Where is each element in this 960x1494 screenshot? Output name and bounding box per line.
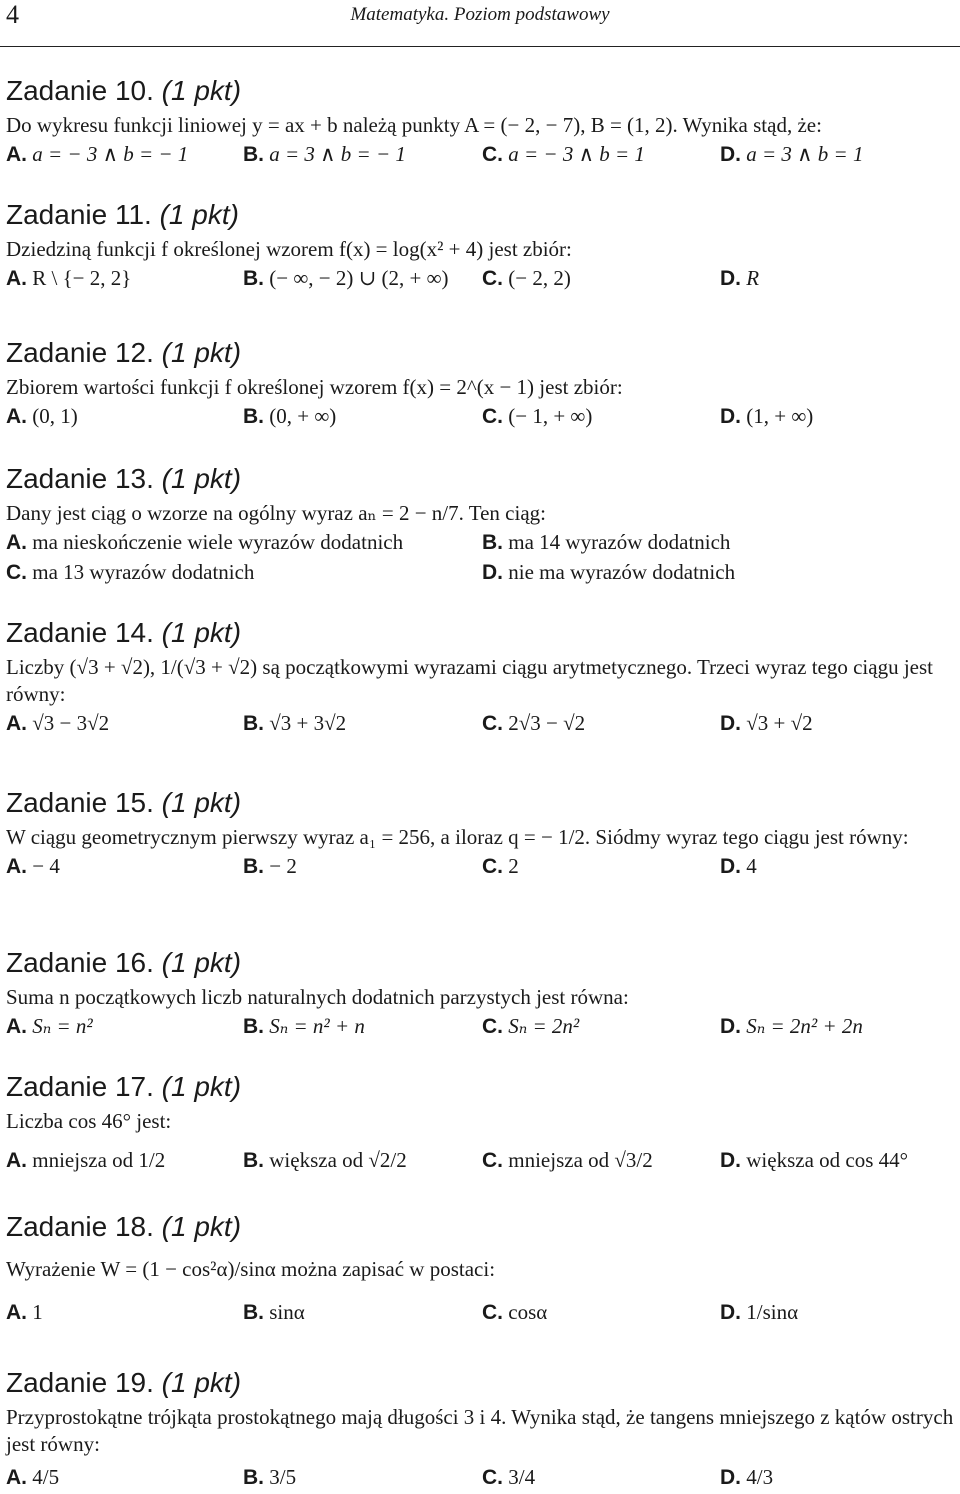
option-b[interactable]: B. sinα — [243, 1300, 305, 1324]
option-c[interactable]: C. ma 13 wyrazów dodatnich — [6, 560, 255, 584]
option-a[interactable]: A. √3 − 3√2 — [6, 711, 110, 735]
option-b[interactable]: B. 3/5 — [243, 1465, 297, 1489]
option-a[interactable]: A. − 4 — [6, 854, 60, 878]
option-b[interactable]: B. większa od √2/2 — [243, 1148, 407, 1172]
task-stem: Liczby (√3 + √2), 1/(√3 + √2) są początkowymi wyrazami ciągu arytmetycznego. Trzeci wyraz tego ciągu jest równy: — [6, 655, 933, 706]
option-b[interactable]: B. (− ∞, − 2) ∪ (2, + ∞) — [243, 266, 449, 290]
task-stem: W ciągu geometrycznym pierwszy wyraz a₁ = 256, a iloraz q = − 1/2. Siódmy wyraz tego ciągu jest równy: — [6, 825, 909, 849]
task-stem: Dany jest ciąg o wzorze na ogólny wyraz aₙ = 2 − n/7. Ten ciąg: — [6, 501, 546, 525]
option-a[interactable]: A. Sₙ = n² — [6, 1014, 93, 1038]
option-d[interactable]: D. 1/sinα — [720, 1300, 799, 1324]
option-d[interactable]: D. 4/3 — [720, 1465, 774, 1489]
option-b[interactable]: B. − 2 — [243, 854, 297, 878]
option-b[interactable]: B. (0, + ∞) — [243, 404, 337, 428]
page-number: 4 — [6, 0, 19, 29]
task-title: Zadanie 12. (1 pkt) — [6, 337, 242, 368]
option-d[interactable]: D. a = 3 ∧ b = 1 — [720, 142, 864, 166]
option-c[interactable]: C. mniejsza od √3/2 — [482, 1148, 653, 1172]
header-divider — [0, 46, 960, 47]
task-title: Zadanie 17. (1 pkt) — [6, 1071, 242, 1102]
option-c[interactable]: C. 3/4 — [482, 1465, 536, 1489]
option-b[interactable]: B. Sₙ = n² + n — [243, 1014, 365, 1038]
task-stem: Zbiorem wartości funkcji f określonej wzorem f(x) = 2^(x − 1) jest zbiór: — [6, 375, 623, 399]
task-title: Zadanie 18. (1 pkt) — [6, 1211, 242, 1242]
option-d[interactable]: D. (1, + ∞) — [720, 404, 814, 428]
task-16 — [6, 946, 956, 1041]
task-title: Zadanie 13. (1 pkt) — [6, 463, 242, 494]
task-19 — [6, 1366, 956, 1492]
task-title: Zadanie 11. (1 pkt) — [6, 199, 239, 230]
option-c[interactable]: C. cosα — [482, 1300, 548, 1324]
running-title: Matematyka. Poziom podstawowy — [350, 4, 610, 25]
task-12 — [6, 336, 956, 431]
task-11 — [6, 198, 956, 293]
task-10 — [6, 74, 956, 169]
option-a[interactable]: A. 1 — [6, 1300, 43, 1324]
option-d[interactable]: D. √3 + √2 — [720, 711, 813, 735]
option-a[interactable]: A. ma nieskończenie wiele wyrazów dodatnich — [6, 530, 404, 554]
task-title: Zadanie 15. (1 pkt) — [6, 787, 242, 818]
task-stem: Dziedziną funkcji f określonej wzorem f(x) = log(x² + 4) jest zbiór: — [6, 237, 572, 261]
task-14 — [6, 616, 956, 738]
option-a[interactable]: A. 4/5 — [6, 1465, 60, 1489]
task-18 — [6, 1210, 956, 1327]
option-b[interactable]: B. √3 + 3√2 — [243, 711, 347, 735]
option-b[interactable]: B. ma 14 wyrazów dodatnich — [482, 530, 731, 554]
task-stem: Do wykresu funkcji liniowej y = ax + b należą punkty A = (− 2, − 7), B = (1, 2). Wynika stąd, że: — [6, 113, 822, 137]
task-15 — [6, 786, 956, 881]
option-a[interactable]: A. (0, 1) — [6, 404, 78, 428]
option-c[interactable]: C. 2√3 − √2 — [482, 711, 586, 735]
task-title: Zadanie 16. (1 pkt) — [6, 947, 242, 978]
option-c[interactable]: C. 2 — [482, 854, 519, 878]
option-d[interactable]: D. 4 — [720, 854, 757, 878]
task-stem: Przyprostokątne trójkąta prostokątnego mają długości 3 i 4. Wynika stąd, że tangens mniejszego z kątów ostrych jest równy: — [6, 1405, 954, 1456]
option-a[interactable]: A. R \ {− 2, 2} — [6, 266, 132, 290]
option-b[interactable]: B. a = 3 ∧ b = − 1 — [243, 142, 406, 166]
task-13 — [6, 462, 956, 587]
option-c[interactable]: C. a = − 3 ∧ b = 1 — [482, 142, 645, 166]
option-a[interactable]: A. mniejsza od 1/2 — [6, 1148, 166, 1172]
option-d[interactable]: D. Sₙ = 2n² + 2n — [720, 1014, 863, 1038]
option-c[interactable]: C. (− 1, + ∞) — [482, 404, 593, 428]
option-c[interactable]: C. (− 2, 2) — [482, 266, 571, 290]
task-stem: Wyrażenie W = (1 − cos²α)/sinα można zapisać w postaci: — [6, 1257, 496, 1281]
option-a[interactable]: A. a = − 3 ∧ b = − 1 — [6, 142, 189, 166]
task-title: Zadanie 14. (1 pkt) — [6, 617, 242, 648]
option-c[interactable]: C. Sₙ = 2n² — [482, 1014, 580, 1038]
task-stem: Suma n początkowych liczb naturalnych dodatnich parzystych jest równa: — [6, 985, 629, 1009]
task-title: Zadanie 10. (1 pkt) — [6, 75, 242, 106]
option-d[interactable]: D. R — [720, 266, 760, 290]
option-d[interactable]: D. większa od cos 44° — [720, 1148, 909, 1172]
task-title: Zadanie 19. (1 pkt) — [6, 1367, 242, 1398]
task-stem: Liczba cos 46° jest: — [6, 1109, 172, 1133]
task-17 — [6, 1070, 956, 1175]
option-d[interactable]: D. nie ma wyrazów dodatnich — [482, 560, 736, 584]
